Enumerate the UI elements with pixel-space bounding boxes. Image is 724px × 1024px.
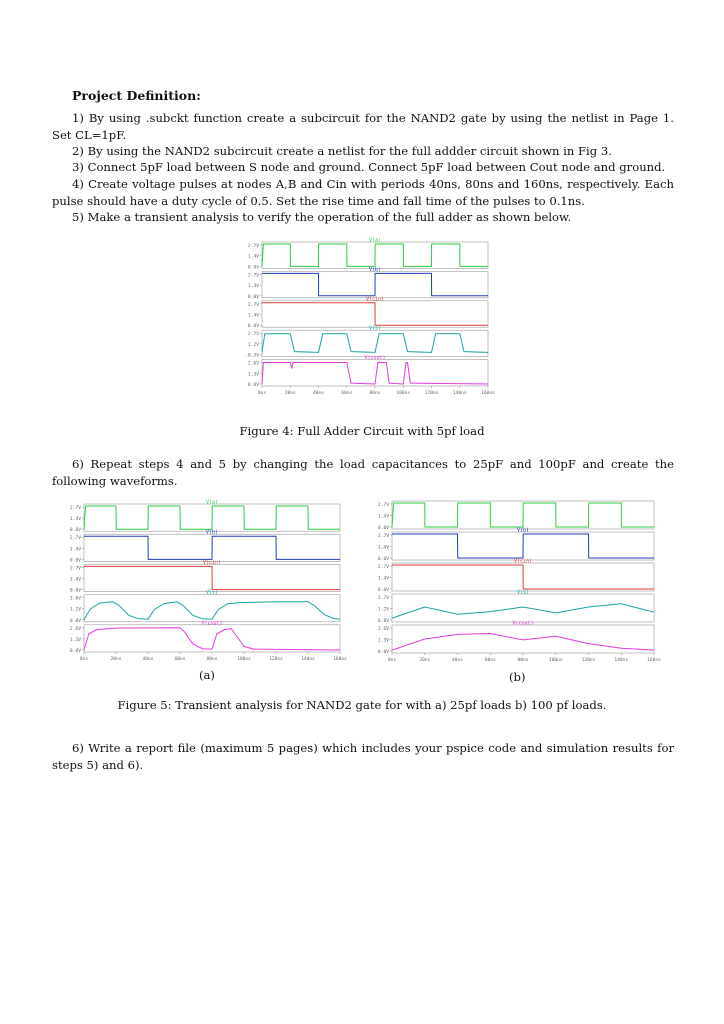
x-tick-label: 0ns <box>257 391 267 396</box>
waveform-trace-b <box>392 534 654 558</box>
step-3: 3) Connect 5pF load between S node and ground. Connect 5pF load between Cout node and ground. <box>72 160 666 174</box>
y-tick-label: 2.7V <box>247 302 259 308</box>
y-tick-label: 1.2V <box>377 607 389 613</box>
y-tick-label: 1.2V <box>247 342 259 348</box>
y-tick-label: 2.7V <box>69 566 81 572</box>
trace-label: V(cin) <box>202 559 222 566</box>
y-tick-label: 2.7V <box>69 506 81 511</box>
waveform-trace-cout <box>84 628 340 650</box>
x-tick-label: 0ns <box>387 658 397 663</box>
step-6-report: 6) Write a report file (maximum 5 pages) which includes your pspice code and simulation results for steps 5) and 6). <box>52 741 674 772</box>
trace-label: V(s) <box>368 325 382 332</box>
x-tick-label: 80ns <box>369 391 381 396</box>
y-tick-label: 1.4V <box>377 514 389 520</box>
x-tick-label: 60ns <box>341 391 353 396</box>
step-5: 5) Make a transient analysis to verify the operation of the full adder as shown below. <box>72 210 572 224</box>
y-tick-label: 1.4V <box>377 545 389 551</box>
y-tick-label: 3.6V <box>69 596 81 602</box>
trace-label: V(a) <box>368 237 382 244</box>
trace-label: V(cout) <box>512 620 534 627</box>
step-4: 4) Create voltage pulses at nodes A,B and Cin with periods 40ns, 80ns and 160ns, respectively. Each pulse should have a duty cycle of 0.5. Set the rise time and fall time of the pulses to 0.1ns. <box>52 177 674 208</box>
step-2: 2) By using the NAND2 subcircuit create a netlist for the full addder circuit shown in Fig 3. <box>72 144 612 158</box>
y-tick-label: 1.4V <box>247 284 259 290</box>
waveform-trace-cin <box>392 565 654 589</box>
x-tick-label: 140ns <box>614 658 629 663</box>
figure-4-caption: Figure 4: Full Adder Circuit with 5pf load <box>239 424 485 438</box>
subfigure-a-label: (a) <box>199 668 215 682</box>
x-tick-label: 20ns <box>110 657 122 662</box>
trace-label: V(s) <box>516 589 530 596</box>
y-tick-label: 2.6V <box>377 627 389 632</box>
x-tick-label: 0ns <box>79 657 89 662</box>
step-1: 1) By using .subckt function create a subcircuit for the NAND2 gate by using the netlist in Page 1. Set CL=1pF. <box>52 111 674 142</box>
trace-label: V(cout) <box>364 355 386 362</box>
x-tick-label: 60ns <box>174 657 186 662</box>
y-tick-label: 0.0V <box>377 619 389 624</box>
y-tick-label: 0.0V <box>377 557 389 562</box>
x-tick-label: 80ns <box>517 658 529 663</box>
trace-label: V(cin) <box>513 558 533 565</box>
x-tick-label: 40ns <box>312 391 325 396</box>
x-tick-label: 80ns <box>206 657 218 662</box>
waveform-trace-a <box>84 506 340 529</box>
x-tick-label: 60ns <box>484 658 496 663</box>
y-tick-label: 1.4V <box>377 576 389 582</box>
y-tick-label: 2.7V <box>377 503 389 508</box>
y-tick-label: 0.0V <box>377 588 389 593</box>
x-tick-label: 100ns <box>396 391 411 396</box>
trace-label: V(cin) <box>365 296 385 303</box>
waveform-trace-cin <box>84 566 340 589</box>
y-tick-label: 1.3V <box>247 372 259 378</box>
trace-label: V(b) <box>516 527 530 534</box>
trace-label: V(a) <box>205 499 219 506</box>
y-tick-label: 2.7V <box>247 332 259 338</box>
waveform-trace-s <box>84 602 340 620</box>
y-tick-label: 1.4V <box>247 313 259 319</box>
subfigure-b-label: (b) <box>509 670 526 684</box>
waveform-trace-b <box>262 273 488 295</box>
figure-5b-waveforms <box>362 495 661 665</box>
step-6-repeat: 6) Repeat steps 4 and 5 by changing the load capacitances to 25pF and 100pF and create the following waveforms. <box>52 457 674 488</box>
y-tick-label: 0.0V <box>247 324 259 330</box>
y-tick-label: -0.3V <box>245 353 259 359</box>
waveform-trace-cin <box>262 303 488 325</box>
y-tick-label: 2.7V <box>247 273 259 279</box>
y-tick-label: 2.7V <box>377 534 389 539</box>
y-tick-label: 0.0V <box>69 558 81 564</box>
figure-5a-waveforms <box>54 498 347 664</box>
waveform-trace-cout <box>392 634 654 651</box>
y-tick-label: 0.0V <box>247 294 259 300</box>
waveform-trace-s <box>262 334 488 353</box>
waveform-trace-cout <box>262 363 488 385</box>
x-tick-label: 40ns <box>142 657 154 662</box>
y-tick-label: 2.6V <box>247 361 259 367</box>
y-tick-label: 1.4V <box>69 577 81 583</box>
y-tick-label: 1.4V <box>69 547 81 553</box>
waveform-trace-a <box>262 244 488 266</box>
x-tick-label: 160ns <box>481 391 495 396</box>
x-tick-label: 100ns <box>237 657 251 662</box>
waveform-trace-s <box>392 604 654 618</box>
y-tick-label: 0.0V <box>69 649 81 654</box>
y-tick-label: 0.0V <box>247 383 259 388</box>
y-tick-label: 2.7V <box>247 244 259 249</box>
y-tick-label: 0.0V <box>377 650 389 655</box>
y-tick-label: 0.0V <box>69 528 81 534</box>
x-tick-label: 20ns <box>284 391 296 396</box>
figure-4-waveforms <box>232 236 495 398</box>
trace-label: V(b) <box>368 266 382 273</box>
y-tick-label: 0.0V <box>69 588 81 594</box>
y-tick-label: 2.6V <box>69 626 81 632</box>
y-tick-label: 1.3V <box>377 638 389 644</box>
trace-label: V(b) <box>205 529 219 536</box>
x-tick-label: 160ns <box>647 658 661 663</box>
y-tick-label: 0.0V <box>247 265 259 271</box>
x-tick-label: 20ns <box>419 658 431 663</box>
y-tick-label: 1.2V <box>69 607 81 613</box>
waveform-trace-a <box>392 503 654 527</box>
waveform-trace-b <box>84 536 340 559</box>
y-tick-label: 1.4V <box>69 517 81 523</box>
section-heading: Project Definition: <box>72 88 201 103</box>
x-tick-label: 120ns <box>581 658 596 663</box>
x-tick-label: 120ns <box>269 657 283 662</box>
x-tick-label: 140ns <box>301 657 315 662</box>
y-tick-label: 2.7V <box>69 536 81 542</box>
x-tick-label: 40ns <box>451 658 464 663</box>
y-tick-label: 0.0V <box>69 618 81 624</box>
x-tick-label: 100ns <box>548 658 563 663</box>
y-tick-label: 0.0V <box>377 526 389 531</box>
y-tick-label: 2.7V <box>377 565 389 570</box>
waveform-panel-frame <box>392 625 654 653</box>
y-tick-label: 1.3V <box>69 637 81 643</box>
x-tick-label: 120ns <box>424 391 439 396</box>
y-tick-label: 3.7V <box>377 596 389 601</box>
trace-label: V(s) <box>205 590 219 597</box>
figure-5-caption: Figure 5: Transient analysis for NAND2 gate for with a) 25pf loads b) 100 pf loads. <box>117 698 607 712</box>
y-tick-label: 1.4V <box>247 254 259 260</box>
trace-label: V(cout) <box>201 620 223 627</box>
x-tick-label: 140ns <box>452 391 467 396</box>
x-tick-label: 160ns <box>333 657 347 662</box>
